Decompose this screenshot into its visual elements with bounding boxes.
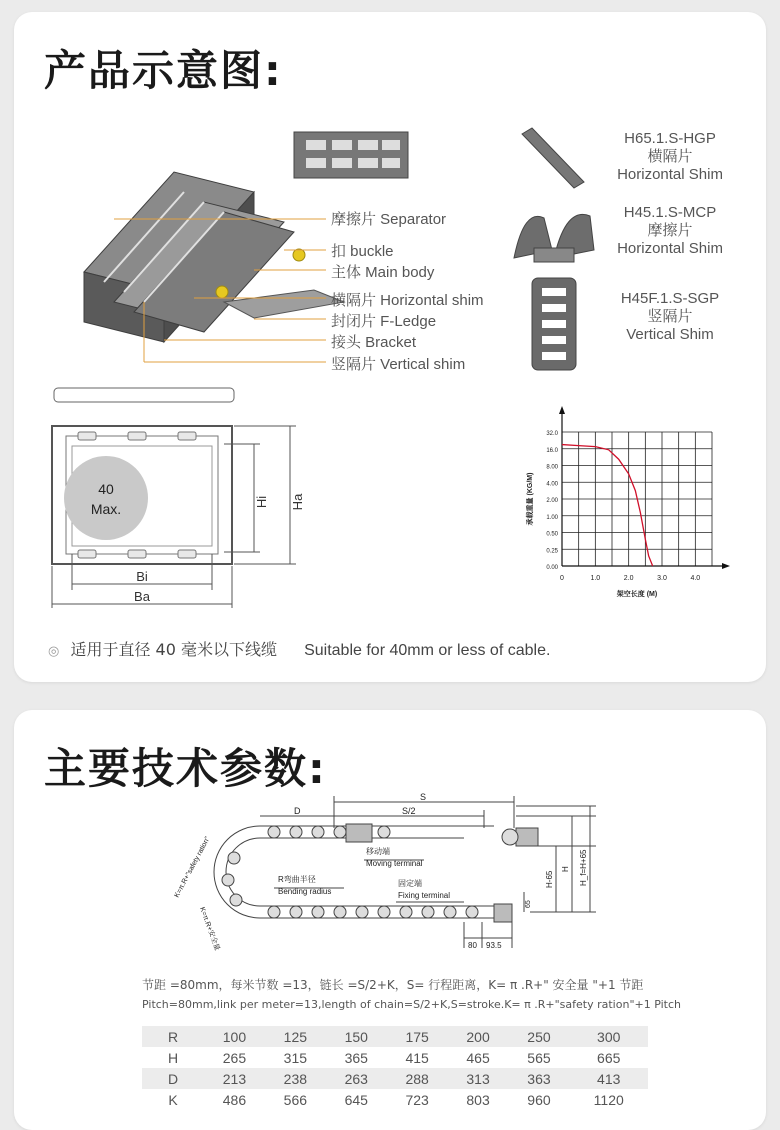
- callout-buckle: 扣 buckle: [331, 243, 394, 260]
- dim-s: S: [420, 792, 427, 802]
- dim-ha: Ha: [290, 493, 305, 511]
- dim-80: 80: [468, 941, 477, 950]
- table-cell: 645: [344, 1091, 368, 1108]
- moving-terminal-cn: 移动端: [366, 847, 390, 856]
- callout-main-body: 主体 Main body: [331, 264, 435, 281]
- pitch-note-cn: 节距 =80mm，每米节数 =13，链长 =S/2+K，S= 行程距离，K= π .R+" 安全量 "+1 节距: [142, 978, 644, 992]
- table-cell: 150: [326, 1026, 387, 1047]
- max-diameter-value: 40: [98, 481, 114, 497]
- dim-hf: H_f=H+65: [579, 849, 588, 886]
- parameter-table: [142, 1026, 648, 1110]
- table-cell: 413: [569, 1068, 648, 1089]
- table-cell: 723: [405, 1091, 429, 1108]
- callout-vertical-shim: 竖隔片 Vertical shim: [331, 356, 466, 373]
- table-cell: 300: [569, 1026, 648, 1047]
- cable-note: [48, 637, 550, 660]
- y-tick-label: 4.00: [546, 481, 558, 488]
- y-axis-label: 承载重量 (KG/M): [527, 472, 534, 526]
- table-cell: 238: [265, 1068, 326, 1089]
- note-bullet-icon: ◎: [48, 644, 60, 659]
- dim-ba: Ba: [134, 589, 150, 604]
- section-title-diagram: 产品示意图:: [44, 46, 283, 95]
- table-cell: 803: [466, 1091, 490, 1108]
- table-cell: 100: [204, 1026, 265, 1047]
- row-header: D: [142, 1068, 204, 1089]
- safety-label-en: K=π.R+"safety ration": [173, 835, 212, 899]
- safety-label-cn: K=π.R+安全量: [198, 906, 221, 952]
- table-cell: 265: [222, 1049, 247, 1066]
- bending-radius-en: Bending radius: [278, 887, 332, 896]
- dim-s2: S/2: [402, 806, 416, 816]
- table-cell: 465: [466, 1049, 490, 1066]
- y-tick-label: 0.00: [546, 565, 558, 571]
- vertical-shim-image: [526, 274, 586, 374]
- row-header: K: [168, 1091, 178, 1108]
- dim-h: H: [561, 866, 570, 872]
- table-row: [142, 1047, 648, 1068]
- table-cell: 960: [527, 1091, 551, 1108]
- x-axis-arrow-icon: [722, 563, 730, 569]
- y-tick-label: 16.0: [546, 447, 558, 454]
- section-title-parameters: 主要技术参数:: [44, 744, 327, 793]
- moving-terminal-en: Moving terminal: [366, 859, 423, 868]
- y-axis-arrow-icon: [559, 406, 565, 414]
- table-row: [142, 1026, 648, 1047]
- x-tick-label: 3.0: [657, 575, 667, 582]
- dim-h65: H-65: [545, 870, 554, 888]
- table-cell: 200: [448, 1026, 509, 1047]
- load-curve-line: [562, 445, 653, 566]
- pitch-note-en: Pitch=80mm,link per meter=13,length of chain=S/2+K,S=stroke.K= π .R+"safety ration"+1 Pitch: [142, 998, 681, 1011]
- callout-bracket: 接头 Bracket: [331, 334, 417, 351]
- separator-part-image: [292, 130, 412, 182]
- max-diameter-suffix: Max.: [90, 501, 122, 517]
- fixing-terminal-en: Fixing terminal: [398, 891, 451, 900]
- dim-d: D: [294, 806, 301, 816]
- part-mcp-label: H45.1.S-MCP 摩擦片 Horizontal Shim: [617, 204, 723, 257]
- table-cell: 288: [387, 1068, 448, 1089]
- table-row: [142, 1068, 648, 1089]
- callout-f-ledge: 封闭片 F-Ledge: [331, 313, 437, 330]
- x-tick-label: 1.0: [590, 575, 601, 582]
- y-tick-label: 32.0: [546, 431, 558, 437]
- y-tick-label: 8.00: [546, 464, 558, 471]
- table-cell: 415: [405, 1049, 429, 1066]
- table-cell: 1120: [593, 1091, 624, 1108]
- callout-separator: 摩擦片 Separator: [331, 211, 447, 228]
- table-cell: 125: [265, 1026, 326, 1047]
- table-cell: 175: [387, 1026, 448, 1047]
- table-cell: 315: [283, 1049, 308, 1066]
- row-header: H: [167, 1049, 179, 1066]
- table-cell: 313: [448, 1068, 509, 1089]
- y-tick-label: 2.00: [546, 498, 558, 504]
- dim-65: 65: [525, 900, 532, 908]
- horizontal-shim-image: [514, 124, 594, 194]
- table-cell: 566: [283, 1091, 308, 1108]
- x-tick-label: 0: [560, 575, 564, 582]
- table-cell: 363: [509, 1068, 570, 1089]
- x-tick-label: 4.0: [690, 575, 701, 582]
- callout-horizontal-shim: 横隔片 Horizontal shim: [331, 292, 484, 309]
- note-en: Suitable for 40mm or less of cable.: [304, 642, 551, 659]
- dim-bi: Bi: [136, 569, 148, 584]
- x-axis-label: 架空长度 (M): [616, 591, 658, 598]
- y-tick-label: 0.25: [546, 548, 558, 555]
- note-cn: 适用于直径 40 毫米以下线缆: [70, 640, 277, 659]
- load-capacity-chart: [504, 390, 734, 620]
- part-sgp-label: H45F.1.S-SGP 竖隔片 Vertical Shim: [620, 290, 720, 343]
- parameters-card: [14, 710, 766, 1130]
- fixing-terminal-cn: 固定端: [398, 879, 422, 888]
- table-cell: 486: [222, 1091, 247, 1108]
- friction-shim-image: [504, 198, 604, 274]
- x-tick-label: 2.0: [623, 575, 634, 582]
- table-cell: 263: [326, 1068, 387, 1089]
- dim-93-5: 93.5: [486, 941, 502, 950]
- installation-diagram: [164, 788, 624, 958]
- bending-radius-cn: R弯曲半径: [278, 875, 316, 884]
- y-tick-label: 1.00: [546, 514, 558, 521]
- table-cell: 665: [597, 1049, 621, 1066]
- table-cell: 213: [204, 1068, 265, 1089]
- table-cell: 565: [527, 1049, 551, 1066]
- product-diagram-card: [14, 12, 766, 682]
- part-hgp-label: H65.1.S-HGP 横隔片 Horizontal Shim: [617, 130, 723, 183]
- table-cell: 250: [509, 1026, 570, 1047]
- dim-hi: Hi: [254, 495, 269, 509]
- cross-section-drawing: [44, 384, 324, 608]
- row-header: R: [142, 1026, 204, 1047]
- table-cell: 365: [344, 1049, 368, 1066]
- y-tick-label: 0.50: [546, 531, 558, 538]
